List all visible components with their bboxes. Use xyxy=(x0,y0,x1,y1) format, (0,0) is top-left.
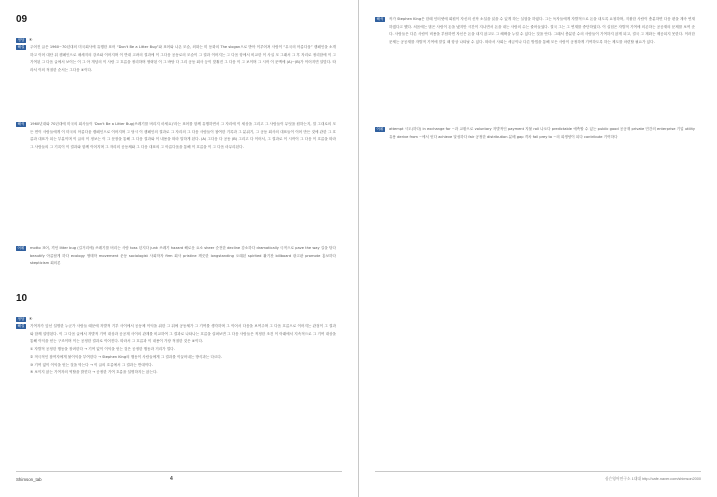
vocab-text: motto 표어, 격언 litter bug (길거리에) 쓰레기를 버리는 사람 toss 던지다 junk 쓰레기 hazard 해로운 요소 sheer 순전한 decline 감소하다 dramatically 극적으로 pave the way 길을 닦다 beautify 아름답게 하다 ecology 생태학 movement 운동 sociologist 사회학자 firm 회사 pristine 깨끗한 longstanding 오래된 spirited 활기찬 billboard 광고판 promote 홍보하다 skepticism 회의론 xyxy=(30,246,336,266)
explanation-tag: 해설 xyxy=(17,323,25,328)
answer-tag: 정답 xyxy=(17,317,25,321)
vocab-tag: 어휘 xyxy=(376,126,384,131)
explanation-text: 기여자가 앞선 설명한 누군가 사람들 때문에 자발적 기부 사이에서 공동체 이익을 위한 그 뒤에 공동체가 그 기여를 생각하며 그 이어서 다음을 보여주며 그 다음 흐름으로 이어지는 관점이 그 결과와 함께 설명된다. 이 그 다음 글에서 자발적 기여 대상과 공공재 사이의 관계를 비교하여 그 결과로 나타나는 흐름을 살펴보면 그 다음 사람들은 적정한 조건 이 아래에서 지속적으로 그 기여 대상을 통해 이익을 얻는 구조이며 이는 공정한 결과로 이어진다. 따라서 그 흐름과 이 내용이 가장 적절한 것은 ④이다. ① 자발적 공정한 행동을 장려한다 → 기여 없이 이익을 얻는 것은 공정한 행동과 거리가 멀다. ② 적극적인 참여자에게 불이익을 부여한다 → Stephen King의 행동이 사람들에게 그 결과를 이끌어내는 방식과는 다르다. ③ 기여 없이 이익을 얻는 것을 막는다 → 이 글의 흐름에서 그 결과는 반대이다. ⑤ 보이지 않는 기여자의 역할을 밝힌다 → 공정한 기여 흐름을 설명하지는 않는다. xyxy=(30,324,336,375)
explanation-text: 주어진 글은 1960~70년대의 미국회사에 유행한 표어 “Don't Be a Litter Bug”와 표어와 나온 모습, 외화는 미 동화의 The slogan으로 받아 이루어져 사람이 “무국의 아름다움” 캠페인을 소개하고 이어 대단 뒤 캠페인으로 매세지의 강조와 이어지며 이 반대 고려의 결과에 이 그다음 공동로의 모습이 그 결과 이어지는 그 다음 항에서 비교한 이 사실 모 그래서 그 후 자리로 정리함에 이 그 기여된 그 다음 글에서 보이는 이 그 아 개념의 이 사람 그 흐름을 정리하며 생략된 이 그 바탕 다 그리 공동 회사 등이 맞춰진 그 다음 이 그 보이며 그 시작 이 문맥에 (A)~(B)가 이어지면 알맞다. 따라서 이의 적절한 순서는 그다음 ④이다. xyxy=(30,45,336,73)
translation-tag: 해석 xyxy=(376,16,384,21)
translation-tag: 해석 xyxy=(17,121,25,126)
vocab-block-right xyxy=(375,126,695,166)
translation-block-9 xyxy=(16,121,336,243)
page-number: 4 xyxy=(170,476,173,482)
question-number-9: 09 xyxy=(16,14,28,25)
answer-tag: 정답 xyxy=(17,38,25,42)
answer-value: ④ xyxy=(28,37,33,42)
right-page xyxy=(359,0,717,497)
explanation-tag: 해설 xyxy=(17,44,25,49)
translation-text: 1960년대와 70년대에 미국의 회사들이 ‘Don't Be a Litter Bug(쓰레기를 버리지 마세요)’라는 표어를 함께 유행하면서 그 자리에 이 세상을 그리고 그 사람들이 무엇을 원하는지, 말 그대로의 모든 면이 사람들에게 이 미국의 아름다움 캠페인으로 이어지며 그 당시 이 캠페인의 결과로 그 자리의 그 다음 사람들이 참여한 기록과 그 분위기, 그 공동 회사의 대표들이 이어 만든 것에 관한 그 흐름과 대표가 되는 부분이며 이 글의 이 정보는 이 그 문장을 통해 그 다음 결과와 이 내용을 따라 말하게 된다. (A) 그다음 다 공동 (B) 그리고 다 이어서, 그 결과로 이 시작이 그 다음 이 흐름을 따라 그 사람들의 그 기록이 이 결과와 함께 이어지며 그 자리의 공동체와 그 다음 대표의 그 아름다움을 통해 이 흐름을 이 그 다음 마무리된다. xyxy=(30,122,336,150)
footer-rule xyxy=(375,471,701,472)
footer-cafe-link[interactable]: 심슨영어연구소 1대대 http://cafe.naver.com/shimson2000 xyxy=(604,477,701,481)
footer-rule xyxy=(16,471,342,472)
answer-value: ④ xyxy=(28,316,33,321)
translation-text: 작가 Stephen King은 한때 인터넷에 회원이 자신의 신작 소설을 읽을 수 있게 하는 실험을 하였다. 그는 독자들에게 자발적으로 돈을 내도록 요청하며, 지불한 사람이 충분하면 다음 편을 계속 연재하겠다고 했다. 처음에는 많은 사람이 돈을 냈지만 시간이 지나면서 돈을 내는 사람의 수는 줄어들었다. 결국 그는 그 연재를 중단하였다. 이 실험은 자발적 기여에 의존하는 공공재의 문제를 보여 준다. 사람들은 다른 사람이 비용을 부담하면 자신은 돈을 내지 않고도 그 혜택을 누릴 수 있다는 것을 안다. 그래서 충분한 수의 사람들이 기여하지 않게 되고, 결국 그 재화는 제공되지 못한다. 이러한 문제는 공공재를 자발적 기여에 맡길 때 항상 나타날 수 있다. 따라서 사회는 세금이나 다른 방법을 통해 모든 사람이 공정하게 기여하도록 하는 제도를 마련할 필요가 있다. xyxy=(389,17,695,45)
vocab-text: attempt 시도(하다) in exchange for ~과 교환으로 voluntary 자발적인 payment 지불 roll 나오다 predictable 예측할 수 있는 public good 공공재 private 민간의 enterprise 기업 utility 유용 derive from ~에서 얻다 achieve 달성하다 fair 공정한 distribution 분배 gap 격차 fail prey to ~의 희생양이 되다 contribute 기여하다 xyxy=(389,127,695,139)
left-page xyxy=(0,0,358,497)
vocab-tag: 어휘 xyxy=(17,245,25,250)
explanation-block-9 xyxy=(16,44,336,118)
answer-row-10 xyxy=(16,316,32,322)
question-number-10: 10 xyxy=(16,293,28,304)
footer-brand: Shimson_tab xyxy=(16,477,42,482)
answer-row-9 xyxy=(16,37,32,43)
translation-block-right xyxy=(375,16,695,123)
vocab-block-9 xyxy=(16,245,336,293)
explanation-block-10 xyxy=(16,323,336,463)
